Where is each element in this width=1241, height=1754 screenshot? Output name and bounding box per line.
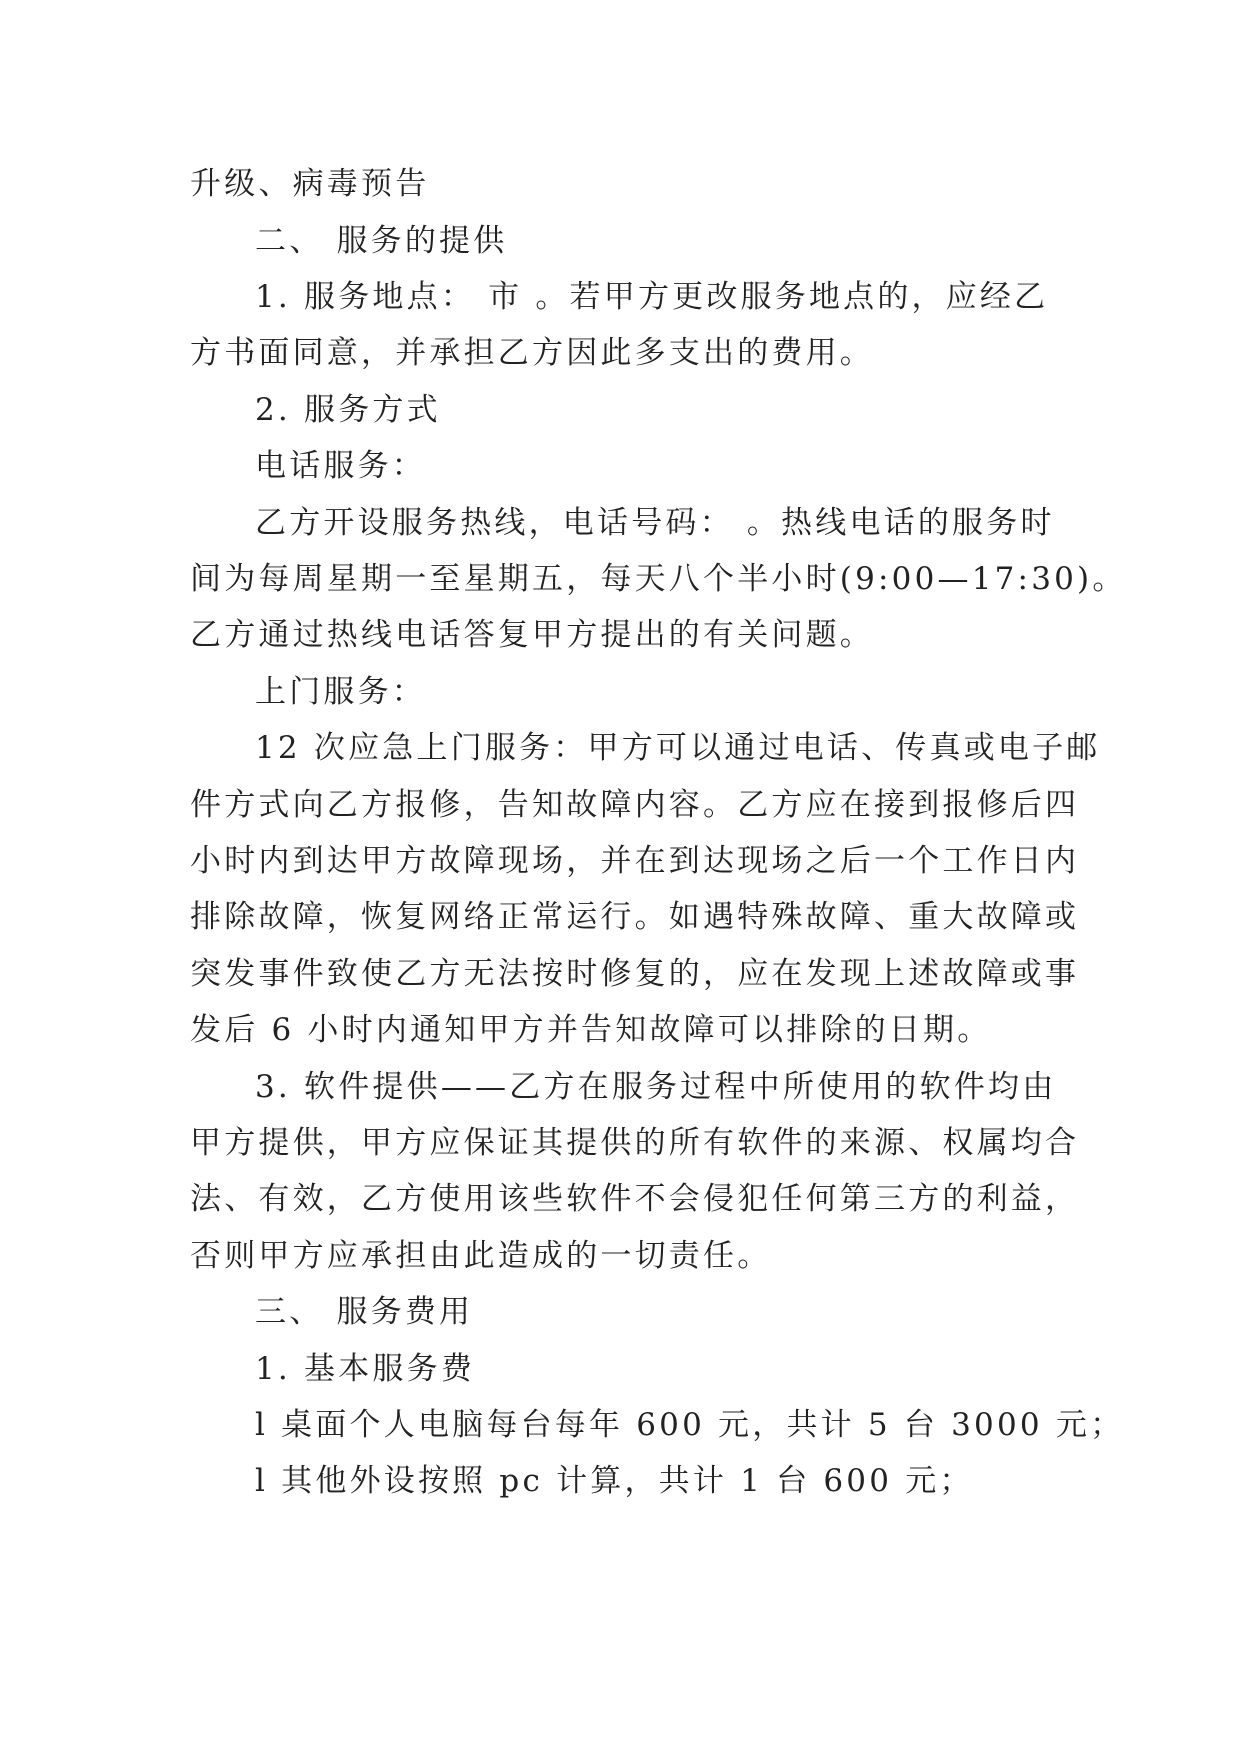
subsection-heading: 1. 基本服务费 bbox=[255, 1351, 476, 1387]
text-line: 件方式向乙方报修，告知故障内容。乙方应在接到报修后四 bbox=[190, 787, 1080, 823]
text-line: 突发事件致使乙方无法按时修复的，应在发现上述故障或事 bbox=[190, 956, 1080, 992]
section-heading: 三、 服务费用 bbox=[255, 1294, 474, 1330]
text-line: 小时内到达甲方故障现场，并在到达现场之后一个工作日内 bbox=[190, 843, 1080, 879]
text-line: 1. 服务地点： 市 。若甲方更改服务地点的，应经乙 bbox=[255, 279, 1049, 315]
text-line: 排除故障，恢复网络正常运行。如遇特殊故障、重大故障或 bbox=[190, 899, 1080, 935]
section-heading: 二、 服务的提供 bbox=[255, 223, 508, 259]
text-line: 方书面同意，并承担乙方因此多支出的费用。 bbox=[190, 335, 874, 371]
subsection-heading: 上门服务： bbox=[255, 674, 426, 710]
text-line: 乙方通过热线电话答复甲方提出的有关问题。 bbox=[190, 617, 874, 653]
text-line: 12 次应急上门服务：甲方可以通过电话、传真或电子邮 bbox=[255, 730, 1101, 766]
subsection-heading: 2. 服务方式 bbox=[255, 392, 441, 428]
text-line: 发后 6 小时内通知甲方并告知故障可以排除的日期。 bbox=[190, 1012, 992, 1048]
text-line: 升级、病毒预告 bbox=[190, 166, 430, 202]
list-item: l 桌面个人电脑每台每年 600 元，共计 5 台 3000 元； bbox=[255, 1407, 1125, 1443]
subsection-heading: 电话服务： bbox=[255, 448, 426, 484]
text-line: 甲方提供，甲方应保证其提供的所有软件的来源、权属均合 bbox=[190, 1125, 1080, 1161]
text-line: 间为每周星期一至星期五，每天八个半小时(9:00—17:30)。 bbox=[190, 561, 1127, 597]
text-line: 法、有效，乙方使用该些软件不会侵犯任何第三方的利益， bbox=[190, 1181, 1080, 1217]
text-line: 乙方开设服务热线，电话号码： 。热线电话的服务时 bbox=[255, 505, 1055, 541]
list-item: l 其他外设按照 pc 计算，共计 1 台 600 元； bbox=[255, 1463, 974, 1499]
text-line: 否则甲方应承担由此造成的一切责任。 bbox=[190, 1238, 772, 1274]
text-line: 3. 软件提供——乙方在服务过程中所使用的软件均由 bbox=[255, 1069, 1057, 1105]
